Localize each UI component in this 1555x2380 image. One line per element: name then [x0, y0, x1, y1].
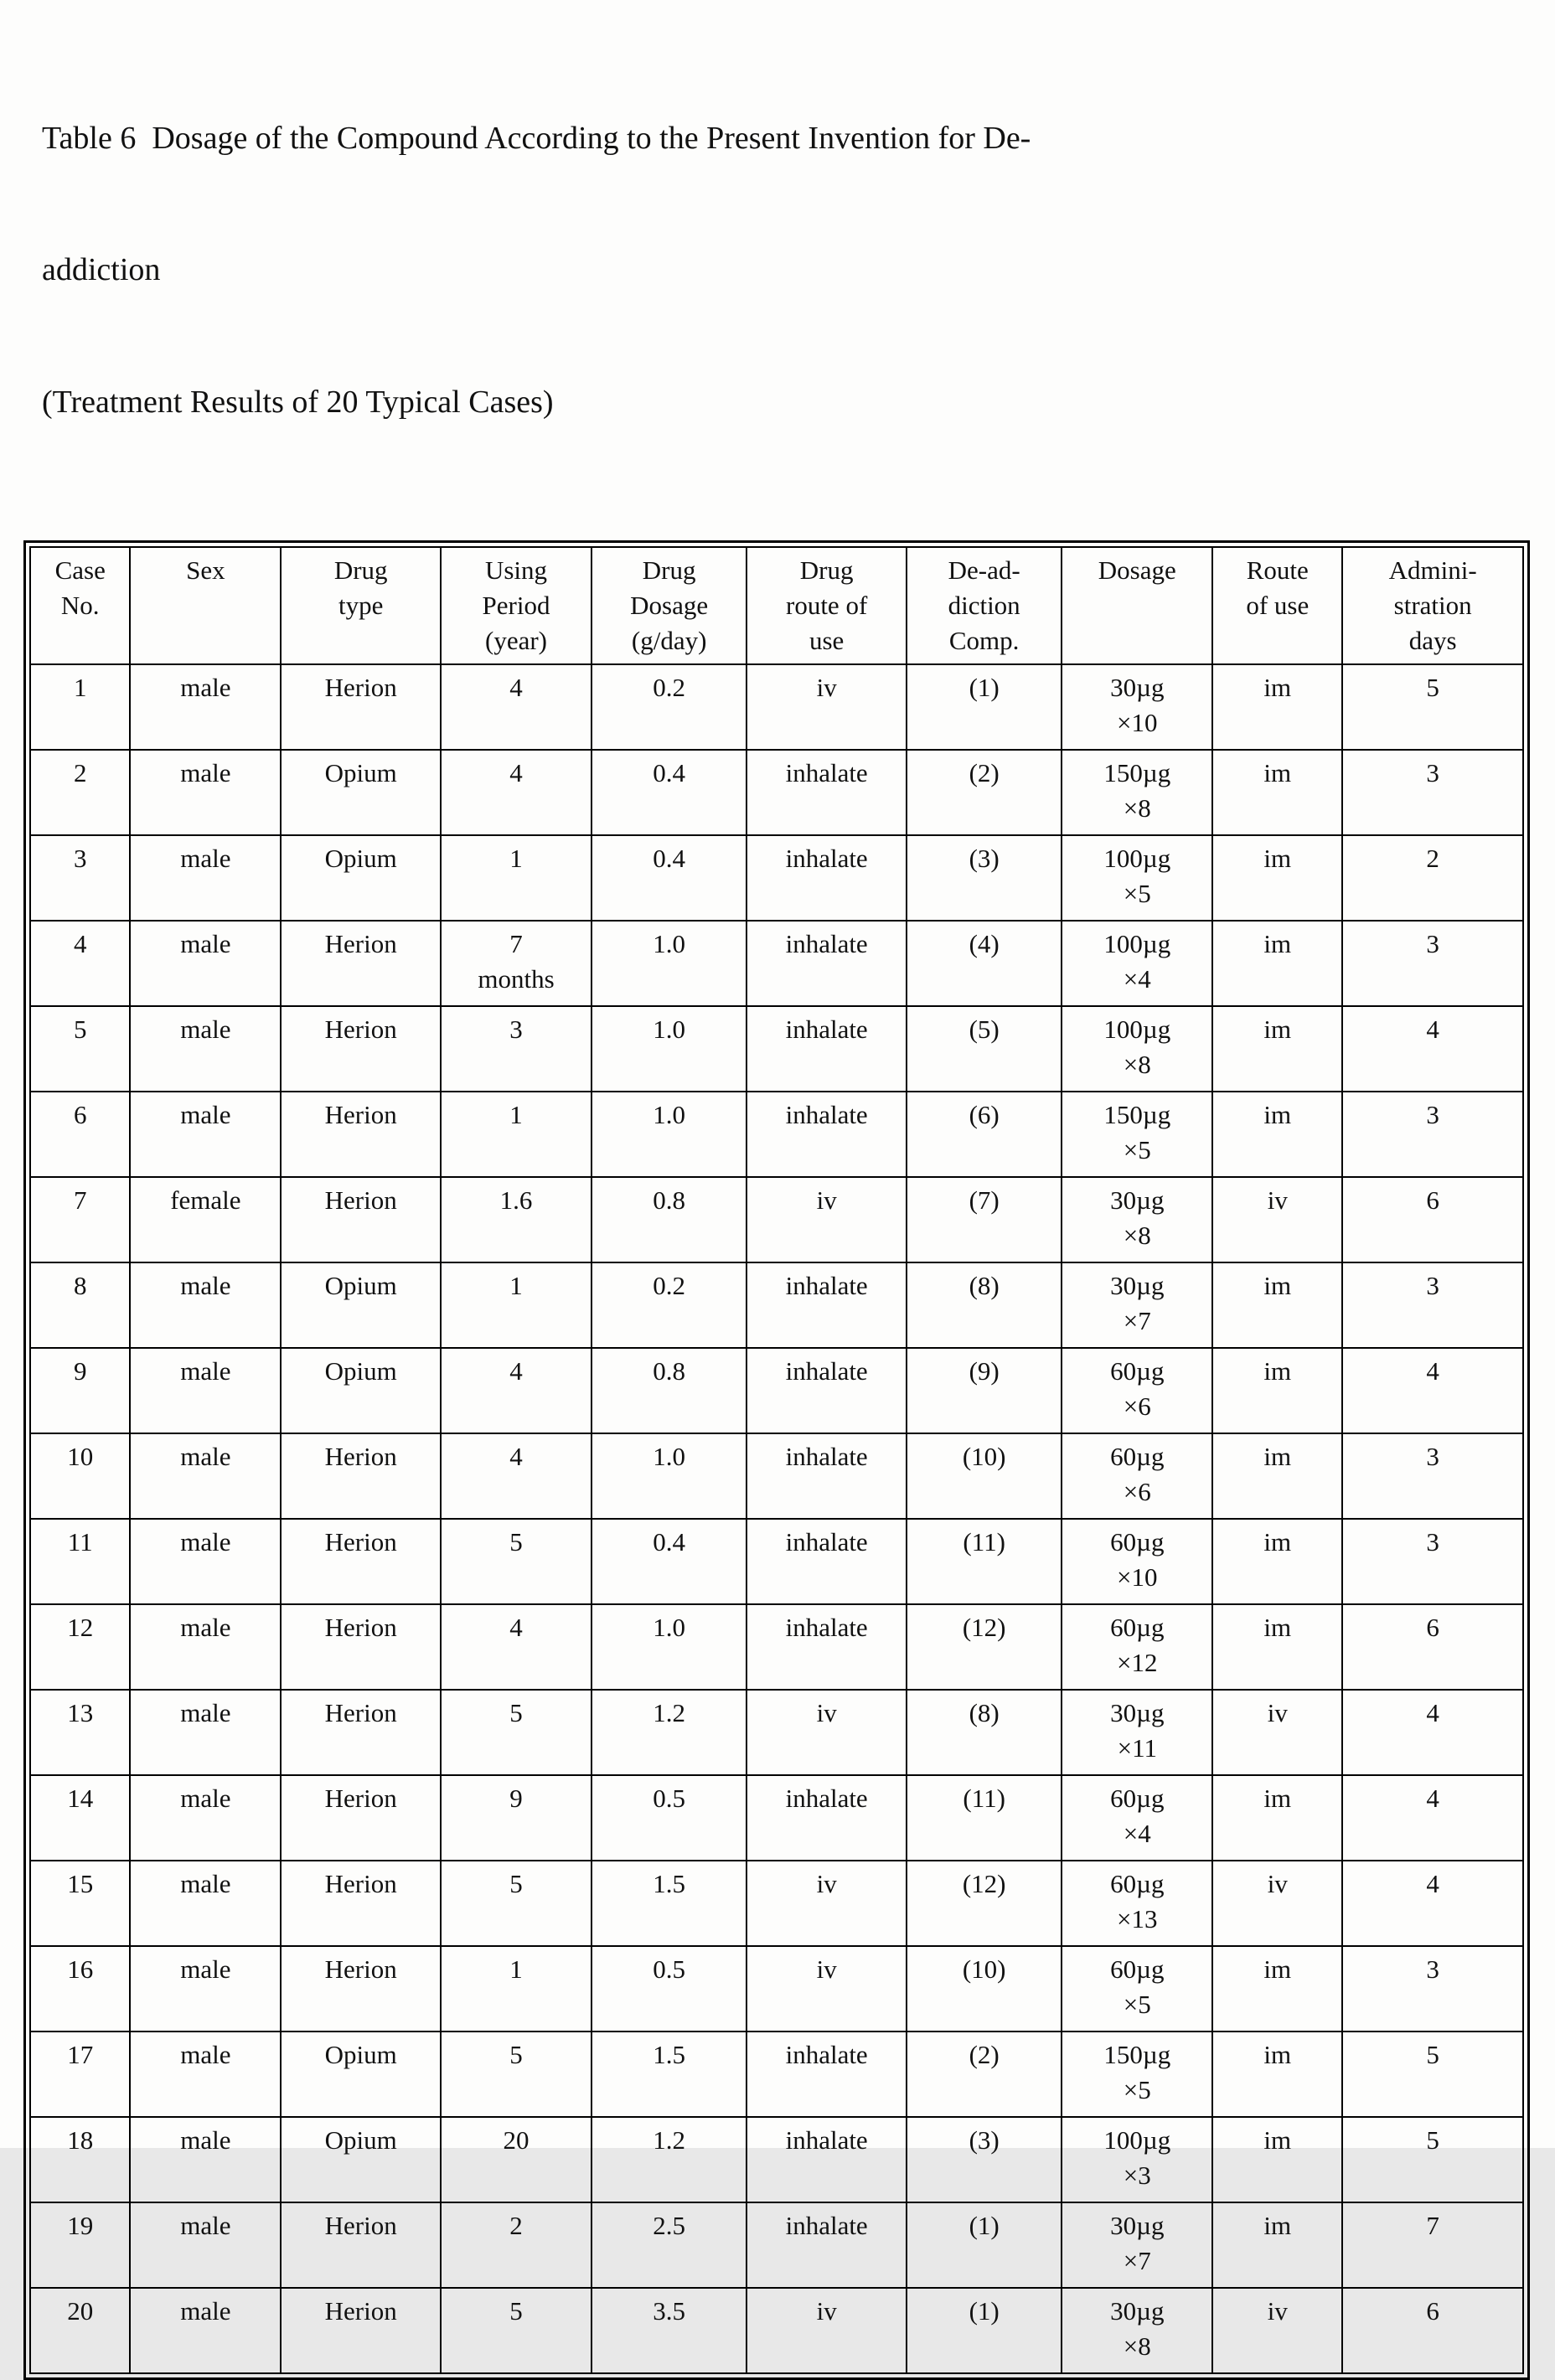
table-cell: (11)	[907, 1775, 1062, 1861]
table-cell: im	[1212, 921, 1342, 1006]
column-header: Drug type	[281, 547, 441, 664]
table-cell: (1)	[907, 664, 1062, 750]
table-cell: male	[130, 2288, 281, 2373]
table-cell: iv	[747, 664, 907, 750]
table-cell: 1.0	[592, 1092, 747, 1177]
table-cell: 1.5	[592, 2032, 747, 2117]
table-cell: im	[1212, 1775, 1342, 1861]
table-cell: 4	[441, 1604, 592, 1690]
table-cell: male	[130, 2202, 281, 2288]
table-row	[30, 1433, 1523, 1519]
table-cell: 1	[441, 1262, 592, 1348]
table-cell: male	[130, 1006, 281, 1092]
table-cell: im	[1212, 1262, 1342, 1348]
table-row	[30, 664, 1523, 750]
table-cell: male	[130, 1092, 281, 1177]
table-row	[30, 750, 1523, 835]
table-cell: 5	[1342, 2032, 1523, 2117]
title-line-2: addiction	[42, 252, 161, 288]
table-cell: Herion	[281, 1519, 441, 1604]
table-cell: 11	[30, 1519, 130, 1604]
table-cell: inhalate	[747, 1006, 907, 1092]
table-row	[30, 2117, 1523, 2202]
table-cell: im	[1212, 664, 1342, 750]
table-cell: 4	[441, 664, 592, 750]
table-cell: 1.6	[441, 1177, 592, 1262]
table-cell: 1	[30, 664, 130, 750]
table-cell: male	[130, 750, 281, 835]
table-cell: 3	[1342, 1092, 1523, 1177]
table-cell: 7	[1342, 2202, 1523, 2288]
table-cell: 5	[1342, 664, 1523, 750]
table-cell: (8)	[907, 1690, 1062, 1775]
table-cell: im	[1212, 1006, 1342, 1092]
table-cell: Herion	[281, 1690, 441, 1775]
table-cell: 5	[30, 1006, 130, 1092]
table-row	[30, 2202, 1523, 2288]
title-line-1: Table 6 Dosage of the Compound According to the Present Invention for De-	[42, 120, 1031, 156]
table-row	[30, 1604, 1523, 1690]
table-body	[30, 664, 1523, 2373]
table-cell: male	[130, 1433, 281, 1519]
table-cell: male	[130, 921, 281, 1006]
table-cell: im	[1212, 2117, 1342, 2202]
table-row	[30, 1348, 1523, 1433]
table-cell: 0.8	[592, 1177, 747, 1262]
table-cell: 18	[30, 2117, 130, 2202]
table-cell: 6	[1342, 1177, 1523, 1262]
table-cell: 15	[30, 1861, 130, 1946]
table-cell: 3	[1342, 921, 1523, 1006]
table-title-block	[42, 28, 1532, 512]
table-cell: 30µg ×8	[1062, 2288, 1212, 2373]
table-cell: 100µg ×8	[1062, 1006, 1212, 1092]
table-cell: 0.5	[592, 1946, 747, 2032]
table-cell: (5)	[907, 1006, 1062, 1092]
table-cell: 3.5	[592, 2288, 747, 2373]
table-cell: 14	[30, 1775, 130, 1861]
table-cell: 100µg ×4	[1062, 921, 1212, 1006]
table-cell: im	[1212, 1348, 1342, 1433]
table-cell: 3	[30, 835, 130, 921]
table-row	[30, 1519, 1523, 1604]
table-cell: 4	[441, 1433, 592, 1519]
table-cell: 16	[30, 1946, 130, 2032]
table-cell: 60µg ×6	[1062, 1348, 1212, 1433]
table-cell: male	[130, 835, 281, 921]
table-cell: (1)	[907, 2288, 1062, 2373]
table-cell: 10	[30, 1433, 130, 1519]
table-cell: Herion	[281, 2202, 441, 2288]
table-cell: inhalate	[747, 2032, 907, 2117]
table-cell: 30µg ×8	[1062, 1177, 1212, 1262]
table-cell: 0.4	[592, 750, 747, 835]
table-cell: 19	[30, 2202, 130, 2288]
table-cell: 6	[1342, 1604, 1523, 1690]
table-cell: 3	[441, 1006, 592, 1092]
table-row	[30, 1690, 1523, 1775]
table-cell: Herion	[281, 1006, 441, 1092]
table-cell: 150µg ×5	[1062, 1092, 1212, 1177]
table-cell: 1.0	[592, 1433, 747, 1519]
title-line-3: (Treatment Results of 20 Typical Cases)	[42, 384, 554, 420]
table-cell: 6	[30, 1092, 130, 1177]
table-row	[30, 1177, 1523, 1262]
table-cell: 4	[1342, 1861, 1523, 1946]
table-cell: (1)	[907, 2202, 1062, 2288]
column-header: Admini- stration days	[1342, 547, 1523, 664]
table-cell: im	[1212, 1092, 1342, 1177]
table-cell: Opium	[281, 750, 441, 835]
table-row	[30, 1775, 1523, 1861]
table-cell: Opium	[281, 1262, 441, 1348]
table-cell: 2	[1342, 835, 1523, 921]
table-cell: 0.8	[592, 1348, 747, 1433]
table-cell: 2	[441, 2202, 592, 2288]
table-cell: 3	[1342, 750, 1523, 835]
table-cell: inhalate	[747, 1519, 907, 1604]
table-cell: inhalate	[747, 2117, 907, 2202]
table-cell: 3	[1342, 1519, 1523, 1604]
table-cell: 5	[441, 1861, 592, 1946]
table-cell: Opium	[281, 2117, 441, 2202]
table-cell: 60µg ×13	[1062, 1861, 1212, 1946]
table-cell: Herion	[281, 1946, 441, 2032]
table-cell: (10)	[907, 1946, 1062, 2032]
table-cell: 17	[30, 2032, 130, 2117]
table-cell: 2	[30, 750, 130, 835]
table-cell: Herion	[281, 1861, 441, 1946]
table-cell: 5	[1342, 2117, 1523, 2202]
table-cell: 150µg ×8	[1062, 750, 1212, 835]
table-cell: inhalate	[747, 1348, 907, 1433]
column-header: De-ad- diction Comp.	[907, 547, 1062, 664]
table-cell: 5	[441, 1519, 592, 1604]
table-cell: 4	[1342, 1690, 1523, 1775]
table-cell: (2)	[907, 750, 1062, 835]
table-cell: iv	[747, 1861, 907, 1946]
column-header: Using Period (year)	[441, 547, 592, 664]
table-cell: 60µg ×10	[1062, 1519, 1212, 1604]
table-cell: 3	[1342, 1946, 1523, 2032]
table-cell: male	[130, 664, 281, 750]
table-cell: inhalate	[747, 2202, 907, 2288]
table-cell: im	[1212, 1433, 1342, 1519]
table-cell: 13	[30, 1690, 130, 1775]
dosage-table-frame	[23, 540, 1530, 2380]
table-cell: 1	[441, 1092, 592, 1177]
table-cell: iv	[747, 1177, 907, 1262]
table-cell: (10)	[907, 1433, 1062, 1519]
table-cell: 8	[30, 1262, 130, 1348]
table-cell: male	[130, 2032, 281, 2117]
table-cell: 30µg ×10	[1062, 664, 1212, 750]
table-cell: 1	[441, 1946, 592, 2032]
table-cell: 1.2	[592, 1690, 747, 1775]
table-cell: inhalate	[747, 1433, 907, 1519]
table-cell: 4	[441, 1348, 592, 1433]
table-cell: inhalate	[747, 1604, 907, 1690]
table-cell: 1.0	[592, 921, 747, 1006]
table-cell: Herion	[281, 2288, 441, 2373]
table-cell: 0.4	[592, 1519, 747, 1604]
table-cell: (3)	[907, 2117, 1062, 2202]
table-cell: (6)	[907, 1092, 1062, 1177]
table-row	[30, 1861, 1523, 1946]
table-cell: inhalate	[747, 921, 907, 1006]
table-cell: inhalate	[747, 1262, 907, 1348]
table-row	[30, 1092, 1523, 1177]
table-cell: Opium	[281, 835, 441, 921]
table-cell: im	[1212, 835, 1342, 921]
table-cell: Herion	[281, 664, 441, 750]
table-cell: 30µg ×7	[1062, 2202, 1212, 2288]
column-header: Dosage	[1062, 547, 1212, 664]
table-cell: 4	[30, 921, 130, 1006]
table-cell: inhalate	[747, 835, 907, 921]
table-cell: male	[130, 1946, 281, 2032]
table-cell: (7)	[907, 1177, 1062, 1262]
table-cell: iv	[747, 1946, 907, 2032]
table-cell: (3)	[907, 835, 1062, 921]
table-cell: 2.5	[592, 2202, 747, 2288]
table-cell: male	[130, 1690, 281, 1775]
table-cell: 0.5	[592, 1775, 747, 1861]
column-header: Drug route of use	[747, 547, 907, 664]
table-cell: 12	[30, 1604, 130, 1690]
column-header: Drug Dosage (g/day)	[592, 547, 747, 664]
table-row	[30, 1006, 1523, 1092]
table-cell: inhalate	[747, 1775, 907, 1861]
table-cell: 20	[30, 2288, 130, 2373]
table-cell: 1.0	[592, 1006, 747, 1092]
table-cell: Herion	[281, 1433, 441, 1519]
table-cell: female	[130, 1177, 281, 1262]
table-cell: 30µg ×11	[1062, 1690, 1212, 1775]
table-cell: male	[130, 1861, 281, 1946]
table-cell: 9	[30, 1348, 130, 1433]
table-cell: male	[130, 1348, 281, 1433]
table-cell: Herion	[281, 1092, 441, 1177]
table-cell: male	[130, 1519, 281, 1604]
table-cell: (9)	[907, 1348, 1062, 1433]
table-row	[30, 1946, 1523, 2032]
table-cell: Herion	[281, 1177, 441, 1262]
dosage-table	[29, 546, 1524, 2374]
table-cell: male	[130, 1775, 281, 1861]
column-header: Case No.	[30, 547, 130, 664]
table-row	[30, 835, 1523, 921]
table-cell: 1.2	[592, 2117, 747, 2202]
table-cell: 4	[441, 750, 592, 835]
table-cell: 60µg ×5	[1062, 1946, 1212, 2032]
table-cell: iv	[1212, 1861, 1342, 1946]
table-cell: Opium	[281, 2032, 441, 2117]
table-cell: 9	[441, 1775, 592, 1861]
table-cell: im	[1212, 750, 1342, 835]
table-cell: male	[130, 1262, 281, 1348]
table-cell: im	[1212, 1946, 1342, 2032]
table-cell: 3	[1342, 1262, 1523, 1348]
table-cell: (11)	[907, 1519, 1062, 1604]
table-row	[30, 921, 1523, 1006]
table-header-row	[30, 547, 1523, 664]
table-cell: 60µg ×12	[1062, 1604, 1212, 1690]
table-cell: 7 months	[441, 921, 592, 1006]
table-cell: (4)	[907, 921, 1062, 1006]
table-cell: 0.4	[592, 835, 747, 921]
table-cell: Opium	[281, 1348, 441, 1433]
table-cell: 5	[441, 2288, 592, 2373]
table-cell: 20	[441, 2117, 592, 2202]
table-cell: iv	[747, 2288, 907, 2373]
table-cell: Herion	[281, 1604, 441, 1690]
table-cell: iv	[747, 1690, 907, 1775]
table-cell: im	[1212, 2032, 1342, 2117]
table-cell: im	[1212, 1519, 1342, 1604]
table-cell: 4	[1342, 1775, 1523, 1861]
table-cell: im	[1212, 2202, 1342, 2288]
table-row	[30, 2288, 1523, 2373]
table-cell: 30µg ×7	[1062, 1262, 1212, 1348]
column-header: Route of use	[1212, 547, 1342, 664]
table-cell: (12)	[907, 1604, 1062, 1690]
table-cell: iv	[1212, 1690, 1342, 1775]
column-header: Sex	[130, 547, 281, 664]
table-cell: Herion	[281, 1775, 441, 1861]
table-cell: (2)	[907, 2032, 1062, 2117]
table-cell: 1.0	[592, 1604, 747, 1690]
table-cell: inhalate	[747, 1092, 907, 1177]
table-cell: 0.2	[592, 664, 747, 750]
table-cell: 5	[441, 1690, 592, 1775]
table-cell: Herion	[281, 921, 441, 1006]
table-row	[30, 1262, 1523, 1348]
table-cell: 4	[1342, 1006, 1523, 1092]
table-cell: (12)	[907, 1861, 1062, 1946]
table-cell: 100µg ×5	[1062, 835, 1212, 921]
table-cell: 6	[1342, 2288, 1523, 2373]
table-cell: 1	[441, 835, 592, 921]
table-cell: iv	[1212, 1177, 1342, 1262]
table-cell: 100µg ×3	[1062, 2117, 1212, 2202]
table-cell: im	[1212, 1604, 1342, 1690]
table-cell: 3	[1342, 1433, 1523, 1519]
table-cell: male	[130, 1604, 281, 1690]
table-cell: iv	[1212, 2288, 1342, 2373]
table-cell: 5	[441, 2032, 592, 2117]
table-cell: inhalate	[747, 750, 907, 835]
table-cell: (8)	[907, 1262, 1062, 1348]
table-cell: 7	[30, 1177, 130, 1262]
table-row	[30, 2032, 1523, 2117]
table-cell: male	[130, 2117, 281, 2202]
table-cell: 1.5	[592, 1861, 747, 1946]
table-cell: 4	[1342, 1348, 1523, 1433]
table-cell: 60µg ×4	[1062, 1775, 1212, 1861]
table-cell: 60µg ×6	[1062, 1433, 1212, 1519]
table-cell: 0.2	[592, 1262, 747, 1348]
table-cell: 150µg ×5	[1062, 2032, 1212, 2117]
